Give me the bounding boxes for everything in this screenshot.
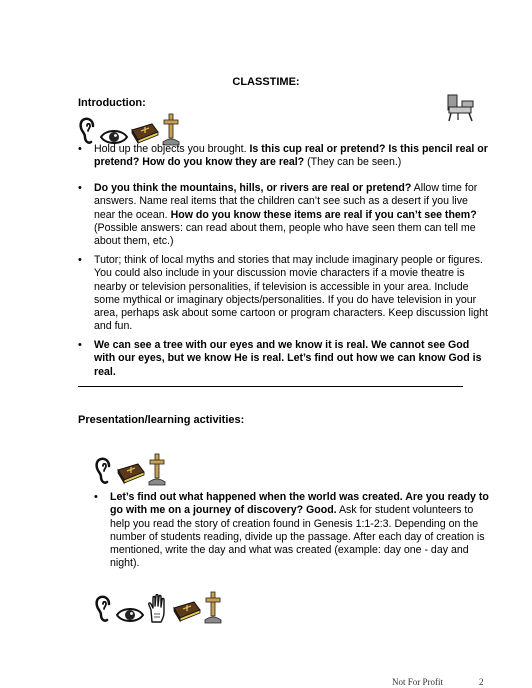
hand-icon [146,594,170,624]
page-title: CLASSTIME: [232,76,300,88]
cross-icon [162,112,180,146]
icon-row-activities [94,586,222,624]
footer-text: Not For Profit [392,677,444,687]
intro-bullet-4: • We can see a tree with our eyes and we know it is real. We cannot see God with our eyes, but we know He is real. Let’s find out how we can know God is real. [78,339,482,378]
presentation-heading: Presentation/learning activities: [78,414,245,426]
introduction-heading: Introduction: [78,97,146,109]
icon-row-presentation [94,448,166,486]
bible-icon [172,598,202,624]
presentation-bullet: • Let’s find out what happened when the world was created. Are you ready to go with me on a journey of discovery? Good. Ask for student volunteers to help you read the story of creation found in Genesis 1:1-2:3. Depending on the number of students reading, divide up the passage. After each day of creation is mentioned, write the day and what was created (example: day one - day and night). [94,491,489,570]
page-number: 2 [479,677,484,687]
bullet-glyph: • [78,182,82,194]
chair-icon [444,92,478,126]
bullet-glyph: • [78,339,82,351]
section-divider [78,386,463,387]
ear-icon [78,116,98,146]
ear-icon [94,594,114,624]
bullet-glyph: • [78,254,82,266]
eye-icon [116,606,144,624]
intro-bullet-3: • Tutor; think of local myths and stories that may include imaginary people or figures. You could also include in your discussion movie characters if a movie theatre is nearby or television personalities, if television is accessible in your area. Include some mythical or imaginary objects/personalities. If you do have television in your area, perhaps ask about some cartoon or program characters. Keep discussion light and fun. [78,254,488,333]
intro-bullet-1: • Hold up the objects you brought. Is this cup real or pretend? Is this pencil real or pretend? How do you know they are real? (They can be seen.) [78,143,488,169]
icon-row-introduction [78,108,180,146]
bullet-glyph: • [78,143,82,155]
cross-icon [148,452,166,486]
bible-icon [116,460,146,486]
bullet-glyph: • [94,491,98,503]
intro-bullet-2: • Do you think the mountains, hills, or rivers are real or pretend? Allow time for answers. Name real items that the children can’t see such as a desert if you live near the ocean. How do you know these items are real if you can’t see them? (Possible answers: can read about them, people who have seen them can tell me about them, etc.) [78,182,478,248]
cross-icon [204,590,222,624]
ear-icon [94,456,114,486]
